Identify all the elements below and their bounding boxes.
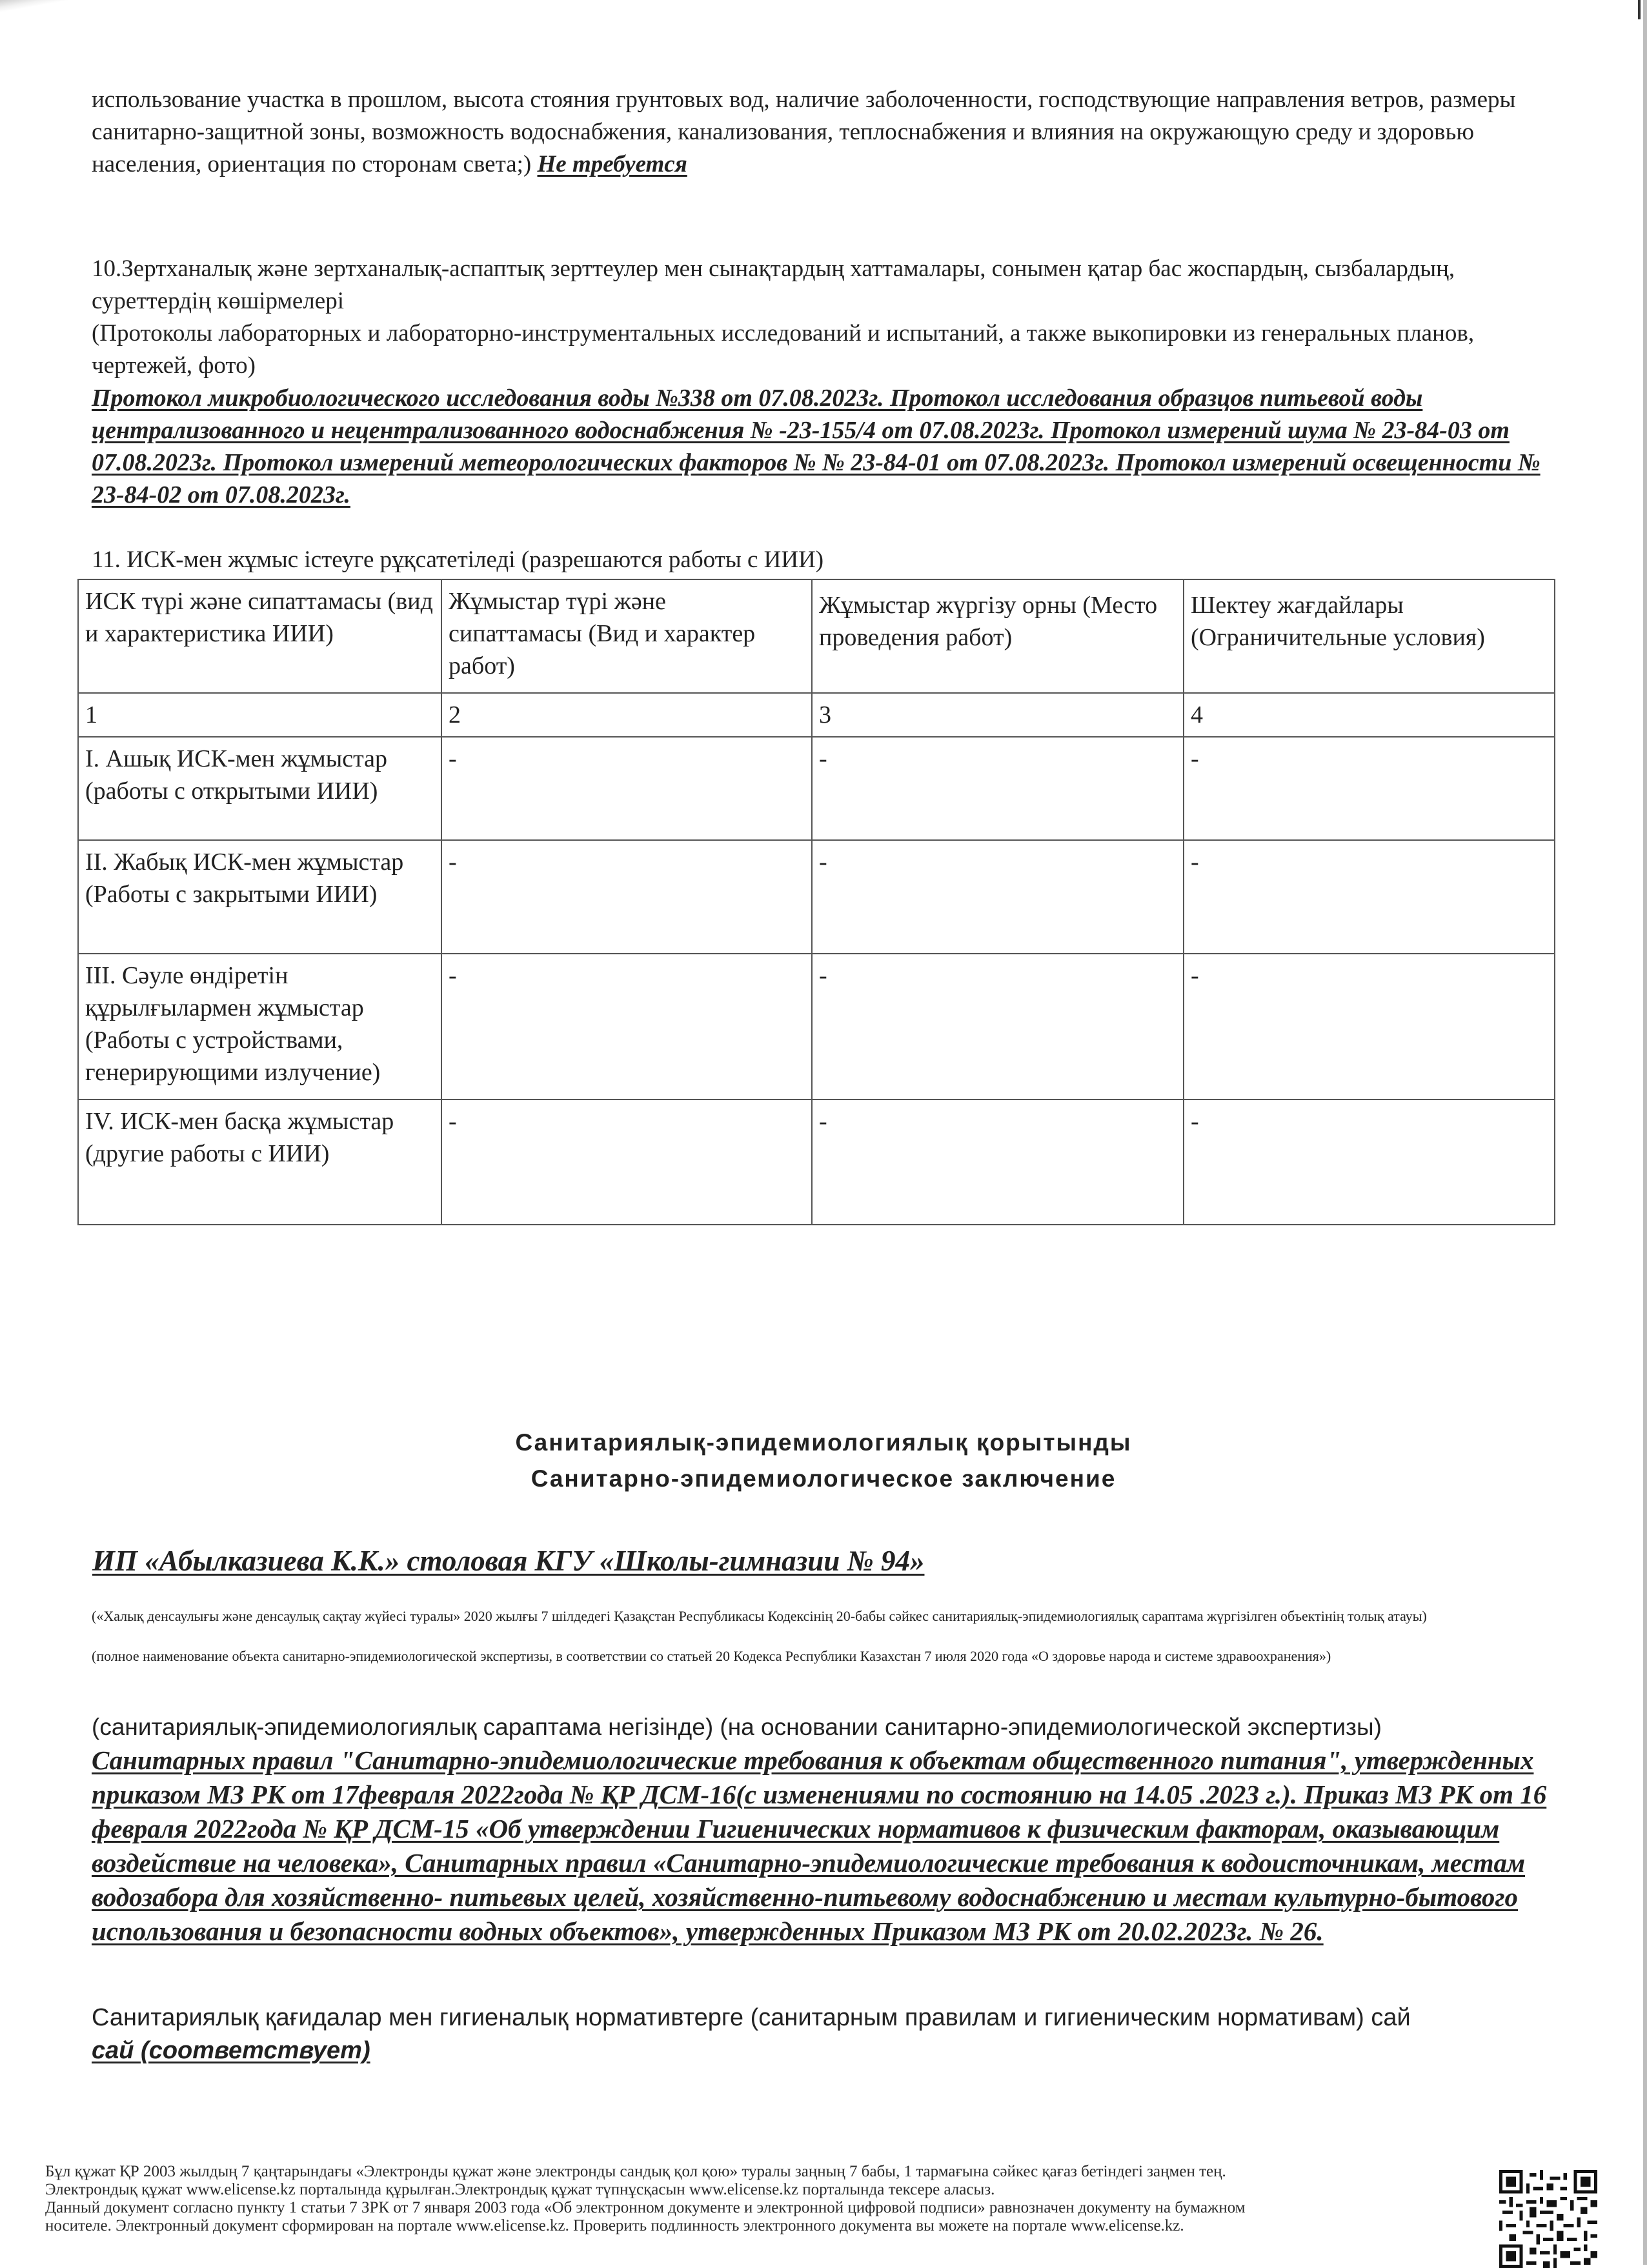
table-cell: - [812, 954, 1184, 1099]
footer-line: Электрондық құжат www.elicense.kz порталында құрылған.Электрондық құжат түпнұсқасын www.elicense.kz порталында тексере аласыз. [45, 2181, 995, 2198]
table-cell: - [812, 1099, 1184, 1225]
conclusion-title-kz: Санитариялық-эпидемиологиялық қорытынды [515, 1429, 1132, 1456]
object-name: ИП «Абылказиева К.К.» столовая КГУ «Школы-гимназии № 94» [92, 1545, 925, 1577]
footer-legal-note [45, 2163, 1471, 2235]
section-10-heading-ru: (Протоколы лабораторных и лабораторно-инструментальных исследований и испытаний, а также выкопировки из генеральных планов, чертежей, фото) [92, 320, 1475, 379]
section-11-heading: 11. ИСК-мен жұмыс істеуге рұқсатетіледі (разрешаются работы с ИИИ) [92, 547, 824, 573]
table-cell: 1 [78, 693, 441, 737]
conclusion-title [0, 1425, 1647, 1497]
table-header-cell: Жұмыстар түрі және сипаттамасы (Вид и характер работ) [441, 579, 812, 693]
scan-shadow [0, 0, 1065, 61]
table-row [78, 1099, 1555, 1225]
table-cell: - [1184, 954, 1555, 1099]
object-note-kz: («Халық денсаулығы және денсаулық сақтау жүйесі туралы» 2020 жылғы 7 шілдедегі Қазақстан Республикасы Кодексінің 20-бабы сәйкес санитариялық-эпидемиологиялық сараптама жүргізілген объектінің толық атауы) [92, 1608, 1427, 1624]
compliance-text: Санитариялық қағидалар мен гигиеналық нормативтерге (санитарным правилам и гигиеническим нормативам) сай [92, 2004, 1411, 2031]
table-cell: - [441, 840, 812, 954]
table-cell: - [441, 737, 812, 840]
table-cell: - [812, 737, 1184, 840]
section-10-heading-kz: 10.Зертханалық және зертханалық-аспаптық зерттеулер мен сынақтардың хаттамалары, сонымен қатар бас жоспардың, сызбалардың, суреттердің көшірмелері [92, 256, 1455, 314]
table-row [78, 737, 1555, 840]
footer-line: Бұл құжат ҚР 2003 жылдың 7 қаңтарындағы «Электронды құжат және электронды сандық қол қою» туралы заңның 7 бабы, 1 тармағына сәйкес қағаз бетіндегі заңмен тең. [45, 2163, 1226, 2180]
section-9-text [92, 84, 1550, 181]
qr-code-icon [1499, 2170, 1597, 2268]
object-note-ru: (полное наименование объекта санитарно-эпидемиологической экспертизы, в соответствии со статьей 20 Кодекса Республики Казахстан 7 июля 2020 года «О здоровье народа и системе здравоохранения») [92, 1648, 1331, 1664]
table-row-label: IV. ИСК-мен басқа жұмыстар (другие работы с ИИИ) [78, 1099, 441, 1225]
table-cell: - [1184, 1099, 1555, 1225]
section-9-body: использование участка в прошлом, высота стояния грунтовых вод, наличие заболоченности, господствующие направления ветров, размеры санитарно-защитной зоны, возможность водоснабжения, канализования, теплоснабжения и влияния на окружающую среду и здоровью населения, ориентация по сторонам света;) [92, 86, 1516, 177]
basis-text: Санитарных правил "Санитарно-эпидемиологические требования к объектам общественного питания", утвержденных приказом МЗ РК от 17февраля 2022года № ҚР ДСМ-16(с изменениями по состоянию на 14.05 .2023 г.). Приказ МЗ РК от 16 февраля 2022года № ҚР ДСМ-15 «Об утверждении Гигиенических нормативов к физическим факторам, оказывающим воздействие на человека», Санитарных правил «Санитарно-эпидемиологические требования к водоисточникам, местам водозабора для хозяйственно- питьевых целей, хозяйственно-питьевому водоснабжению и местам культурно-бытового использования и безопасности водных объектов», утвержденных Приказом МЗ РК от 20.02.2023г. № 26. [92, 1745, 1547, 1946]
conclusion-title-ru: Санитарно-эпидемиологическое заключение [530, 1465, 1117, 1492]
compliance-value: сай (соответствует) [92, 2037, 370, 2064]
table-cell: - [812, 840, 1184, 954]
table-cell: 2 [441, 693, 812, 737]
scan-edge [1643, 0, 1647, 2265]
table-cell: - [1184, 840, 1555, 954]
section-10-protocols: Протокол микробиологического исследования воды №338 от 07.08.2023г. Протокол исследования образцов питьевой воды централизованного и нецентрализованного водоснабжения № -23-155/4 от 07.08.2023г. Протокол измерений шума № 23-84-03 от 07.08.2023г. Протокол измерений метеорологических факторов № № 23-84-01 от 07.08.2023г. Протокол измерений освещенности № 23-84-02 от 07.08.2023г. [92, 385, 1541, 508]
footer-line: Данный документ согласно пункту 1 статьи 7 ЗРК от 7 января 2003 года «Об электронном документе и электронной цифровой подписи» равнозначен документу на бумажном [45, 2199, 1246, 2216]
table-row-label: III. Сәуле өндіретін құрылғылармен жұмыстар (Работы с устройствами, генерирующими излучение) [78, 954, 441, 1099]
table-cell: 3 [812, 693, 1184, 737]
basis-label: (санитариялық-эпидемиологиялық сараптама негізінде) (на основании санитарно-эпидемиологической экспертизы) [92, 1714, 1382, 1740]
table-row [78, 954, 1555, 1099]
scan-mark [1638, 0, 1641, 19]
table-header-cell: Жұмыстар жүргізу орны (Место проведения работ) [812, 579, 1184, 693]
table-row-label: I. Ашық ИСК-мен жұмыстар (работы с открытыми ИИИ) [78, 737, 441, 840]
section-9-value: Не требуется [537, 151, 687, 177]
table-header-row [78, 579, 1555, 693]
table-number-row [78, 693, 1555, 737]
table-cell: - [1184, 737, 1555, 840]
table-cell: 4 [1184, 693, 1555, 737]
section-10 [92, 253, 1550, 511]
table-row [78, 840, 1555, 954]
compliance [92, 2002, 1550, 2067]
table-cell: - [441, 954, 812, 1099]
table-cell: - [441, 1099, 812, 1225]
table-row-label: II. Жабық ИСК-мен жұмыстар (Работы с закрытыми ИИИ) [78, 840, 441, 954]
table-header-cell: ИСК түрі және сипаттамасы (вид и характеристика ИИИ) [78, 579, 441, 693]
table-header-cell: Шектеу жағдайлары (Ограничительные условия) [1184, 579, 1555, 693]
footer-line: носителе. Электронный документ сформирован на портале www.elicense.kz. Проверить подлинность электронного документа вы можете на портале www.elicense.kz. [45, 2217, 1184, 2234]
isk-table [77, 579, 1555, 1225]
